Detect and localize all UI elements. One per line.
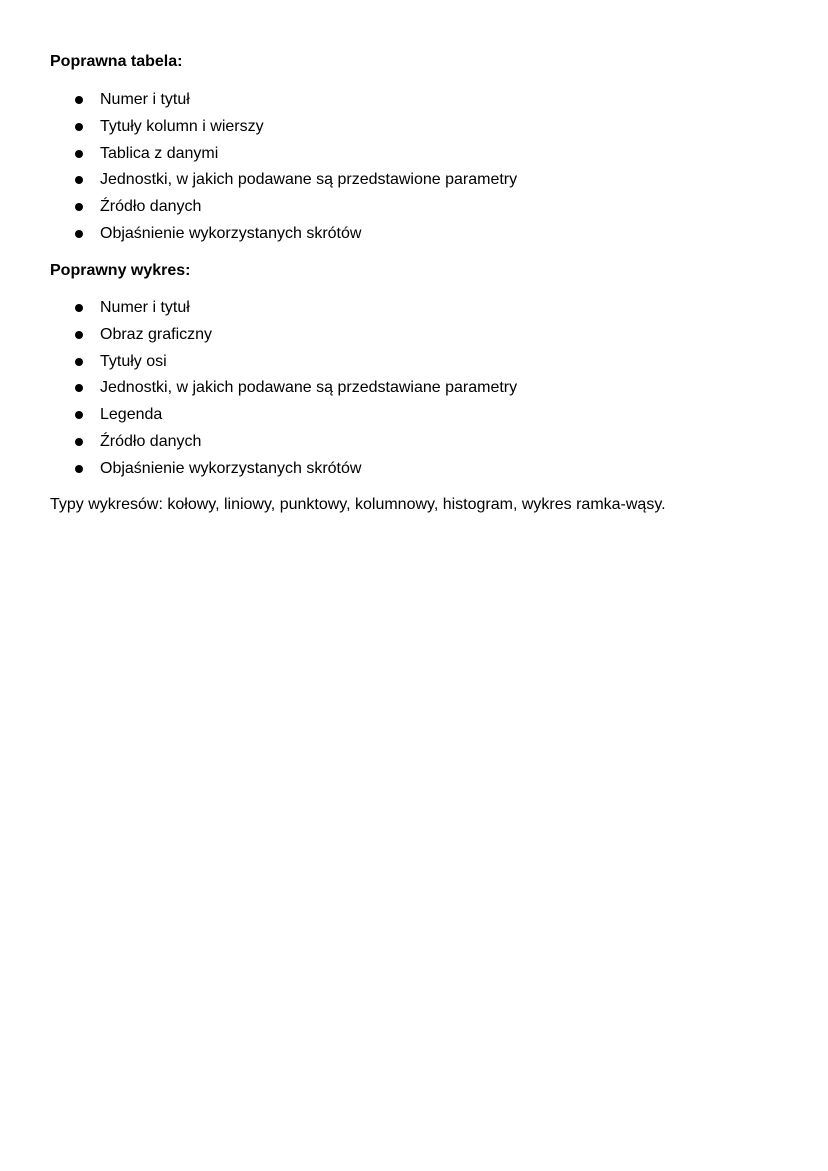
bullet-icon	[75, 123, 83, 131]
bullet-icon	[75, 331, 83, 339]
bullet-icon	[75, 230, 83, 238]
chart-types-paragraph: Typy wykresów: kołowy, liniowy, punktowy, kolumnowy, histogram, wykres ramka-wąsy.	[50, 496, 666, 513]
bullet-icon	[75, 384, 83, 392]
bullet-icon	[75, 176, 83, 184]
bullet-icon	[75, 304, 83, 312]
bullet-icon	[75, 96, 83, 104]
table-section-heading: Poprawna tabela:	[50, 53, 183, 70]
bullet-icon	[75, 465, 83, 473]
bullet-icon	[75, 150, 83, 158]
bullet-icon	[75, 358, 83, 366]
bullet-icon	[75, 203, 83, 211]
bullet-icon	[75, 411, 83, 419]
bullet-icon	[75, 438, 83, 446]
document-page: Poprawna tabela: Numer i tytuł Tytuły kolumn i wierszy Tablica z danymi Jednostki, w jakich podawane są przedstawione parametry Źródło danych Objaśnienie wykorzystanych skrótów Poprawny wykres: Numer i tytuł Obraz graficzny Tytuły osi Jednostki, w jakich podawane są przedstawiane parametry Legenda Źródło danych Objaśnienie wykorzystanych skrótów Typy wykresów: kołowy, liniowy, punktowy, kolumnowy, histogram, wykres ramka-wąsy.	[0, 0, 828, 1171]
chart-section-heading: Poprawny wykres:	[50, 262, 191, 279]
